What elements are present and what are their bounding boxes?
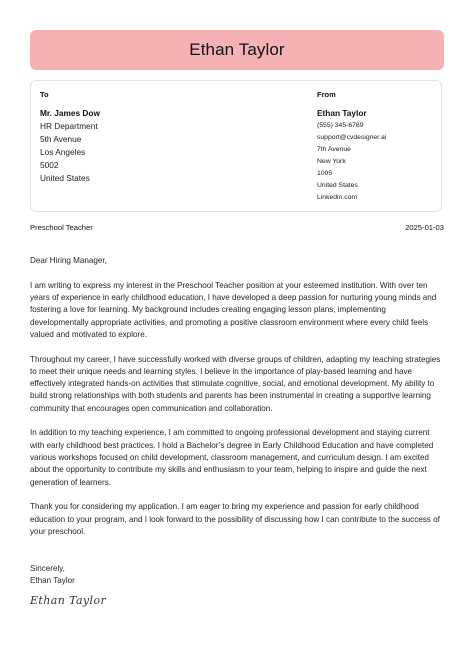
- closing-phrase: Sincerely,: [30, 564, 65, 573]
- paragraph-4: Thank you for considering my application. I am eager to bring my experience and passion for early childhood education to your program, and I look forward to the possibility of discussing how I can contribute to the success of your preschool.: [30, 502, 440, 536]
- sender-label: From: [317, 90, 336, 99]
- recipient-block: [40, 90, 240, 185]
- sender-name: Ethan Taylor: [317, 108, 367, 118]
- salutation: Dear Hiring Manager,: [30, 256, 107, 265]
- sender-postcode: 1005: [317, 170, 333, 177]
- recipient-department: HR Department: [40, 121, 98, 131]
- letter-date: 2025-01-03: [405, 223, 444, 232]
- paragraph-1: I am writing to express my interest in the Preschool Teacher position at your esteemed institution. With over ten years of experience in early childhood education, I have developed a deep passion for nurturing young minds and fostering a love for learning. My background includes creating engaging lesson plans, implementing developmentally appropriate activities, and promoting a positive classroom environment where every child feels valued and motivated to explore.: [30, 280, 437, 339]
- sender-linkedin: Linkedin.com: [317, 194, 358, 201]
- paragraph-3: In addition to my teaching experience, I am committed to ongoing professional development and staying current with early childhood best practices. I hold a Bachelor’s degree in Early Childhood Education and have completed various workshops focused on child development, classroom management, and curriculum design. I am excited about the opportunity to contribute my skills and enthusiasm to your team, helping to inspire and guide the next generation of learners.: [30, 428, 434, 487]
- recipient-country: United States: [40, 173, 90, 183]
- letter-body: [30, 255, 444, 551]
- recipient-name: Mr. James Dow: [40, 108, 100, 118]
- handwritten-signature: Ethan Taylor: [30, 594, 107, 607]
- sender-block: [317, 90, 437, 204]
- sender-phone: (555) 345-6789: [317, 122, 364, 129]
- name-banner: [30, 30, 444, 70]
- position-title: Preschool Teacher: [30, 223, 93, 232]
- subject-row: [30, 223, 444, 232]
- sender-country: United States: [317, 182, 358, 189]
- sender-street: 7th Avenue: [317, 146, 351, 153]
- closing-block: [30, 563, 75, 588]
- recipient-label: To: [40, 90, 49, 99]
- address-box: [30, 80, 442, 212]
- sender-email: support@cvdesigner.ai: [317, 134, 387, 141]
- closing-name: Ethan Taylor: [30, 576, 75, 586]
- recipient-postcode: 5002: [40, 160, 59, 170]
- sender-city: New York: [317, 158, 346, 165]
- applicant-name: Ethan Taylor: [189, 40, 285, 59]
- paragraph-2: Throughout my career, I have successfully worked with diverse groups of children, adapting my teaching strategies to meet their unique needs and learning styles. I believe in the importance of play-based learning and have effectively integrated hands-on activities that stimulate cognitive, social, and emotional development. My ability to build strong relationships with both students and parents has been instrumental in creating a supportive learning community that encourages open communication and collaboration.: [30, 354, 441, 413]
- recipient-city: Los Angeles: [40, 147, 86, 157]
- recipient-street: 5th Avenue: [40, 134, 82, 144]
